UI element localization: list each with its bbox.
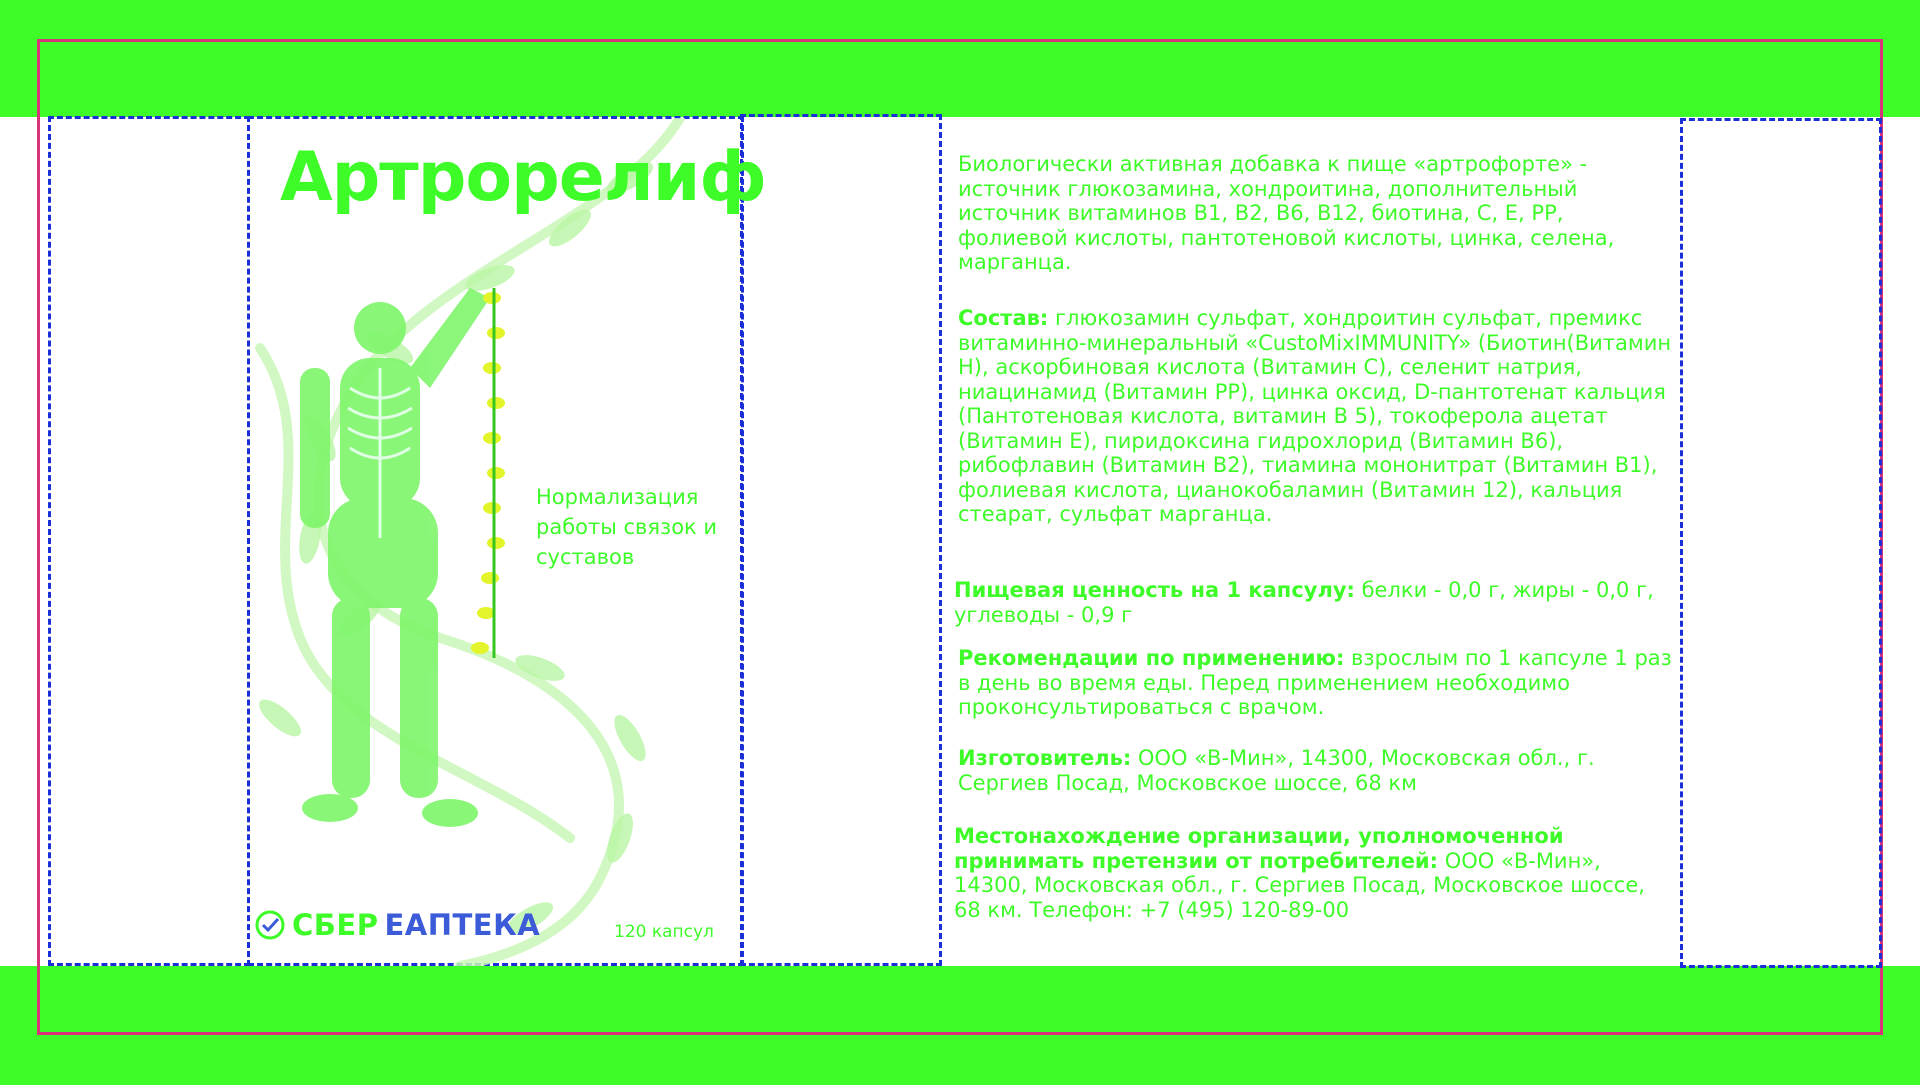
composition-paragraph	[958, 306, 1678, 527]
product-subtitle: Нормализация работы связок и суставов	[536, 485, 718, 569]
product-title: Артрорелиф	[280, 138, 766, 217]
check-circle-icon	[254, 909, 286, 941]
brand-name-part2: ЕАПТЕКА	[384, 908, 541, 942]
claims-text: ООО «В-Мин», 14300, Московская обл., г. Сергиев Посад, Московское шоссе, 68 км. Телефон: +7 (495) 120-89-00	[954, 848, 1645, 922]
manufacturer-label: Изготовитель:	[958, 746, 1132, 770]
usage-text: взрослым по 1 капсуле 1 раз в день во время еды. Перед применением необходимо проконсультироваться с врачом.	[958, 646, 1672, 719]
claims-label: Местонахождение организации, уполномоченной принимать претензии от потребителей:	[954, 824, 1564, 873]
nutrition-paragraph	[954, 578, 1674, 627]
composition-label: Состав:	[958, 306, 1049, 330]
fold-guide-right	[1680, 118, 1882, 968]
description-paragraph: Биологически активная добавка к пище «артрофорте» - источник глюкозамина, хондроитина, дополнительный источник витаминов В1, В2, В6, В12, биотина, С, Е, РР, фолиевой кислоты, пантотеновой кислоты, цинка, селена, марганца.	[958, 152, 1615, 274]
brand-logo	[254, 908, 540, 942]
nutrition-label: Пищевая ценность на 1 капсулу:	[954, 578, 1355, 602]
usage-label: Рекомендации по применению:	[958, 646, 1345, 670]
claims-paragraph	[954, 824, 1674, 922]
manufacturer-text: ООО «В-Мин», 14300, Московская обл., г. Сергиев Посад, Московское шоссе, 68 км	[958, 746, 1595, 795]
capsule-count: 120 капсул	[614, 922, 714, 942]
nutrition-text: белки - 0,0 г, жиры - 0,0 г, углеводы - 0,9 г	[954, 578, 1654, 627]
fold-guide-left	[48, 116, 250, 966]
usage-paragraph	[958, 646, 1678, 720]
fold-guide-middle	[740, 114, 942, 966]
brand-name-part1: СБЕР	[292, 908, 379, 942]
composition-text: глюкозамин сульфат, хондроитин сульфат, премикс витаминно-минеральный «CustoMixIMMUNITY» (Биотин(Витамин Н), аскорбиновая кислота (Витамин С), селенит натрия, ниацинамид (Витамин РР), цинка оксид, D-пантотенат кальция (Пантотеновая кислота, витамин В 5), токоферола ацетат (Витамин Е), пиридоксина гидрохлорид (Витамин В6), рибофлавин (Витамин В2), тиамина мононитрат (Витамин В1), фолиевая кислота, цианокобаламин (Витамин 12), кальция стеарат, сульфат марганца.	[958, 306, 1672, 526]
manufacturer-paragraph	[958, 746, 1678, 795]
